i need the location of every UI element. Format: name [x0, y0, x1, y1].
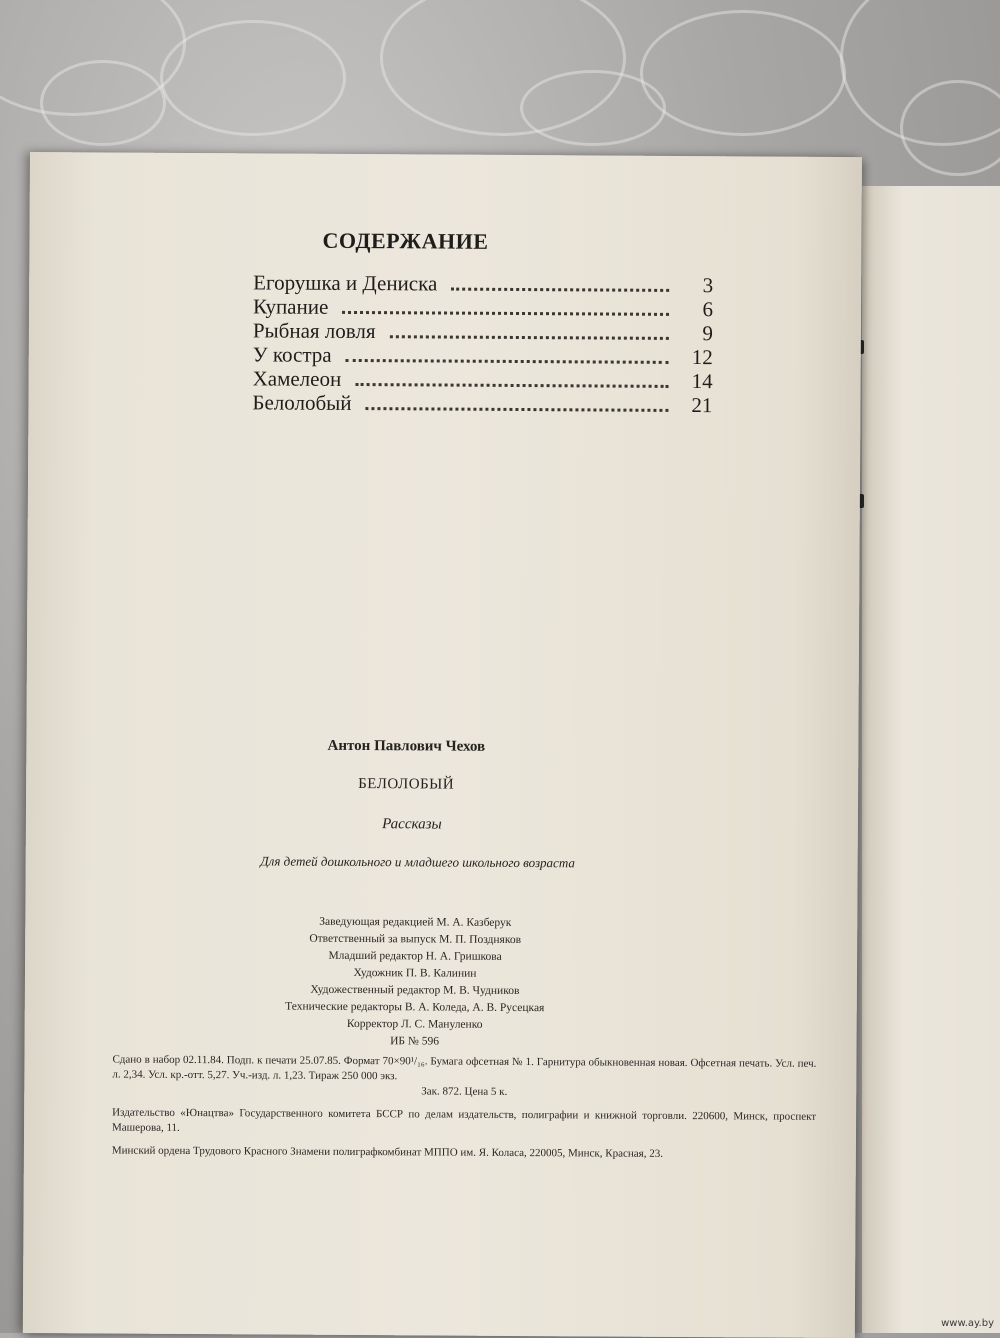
- toc-item: [252, 391, 712, 418]
- credits-block: [0, 912, 831, 1053]
- toc-item-title: Егорушка и Дениска: [253, 270, 438, 296]
- table-of-contents: [252, 271, 713, 418]
- toc-leader-dots: [451, 288, 669, 292]
- toc-leader-dots: [355, 383, 668, 388]
- imprint-block: [112, 1053, 817, 1171]
- book-title: БЕЛОЛОБЫЙ: [358, 776, 455, 793]
- toc-item-title: Хамелеон: [252, 366, 342, 391]
- credit-line: Заведующая редакцией М. А. Казберук: [319, 915, 512, 929]
- toc-item-page: 6: [702, 297, 714, 322]
- toc-item-page: 14: [691, 369, 713, 394]
- facing-page: [862, 186, 1000, 1333]
- toc-leader-dots: [390, 335, 669, 340]
- toc-leader-dots: [366, 407, 669, 412]
- toc-item-page: 9: [702, 321, 713, 346]
- imprint-print-line: Сдано в набор 02.11.84. Подп. к печати 25.07.85. Формат 70×90¹/₁₆. Бумага офсетная № 1. Гарнитура обыкновенная новая. Офсетная печать. Усл. печ. л. 2,34. Усл. кр.-отт. 5,27. Уч.-изд. л. 1,23. Тираж 250 000 экз.: [112, 1053, 817, 1083]
- imprint-printer: Минский ордена Трудового Красного Знамени полиграфкомбинат МППО им. Я. Коласа, 220005, Минск, Красная, 23.: [111, 1144, 664, 1160]
- toc-leader-dots: [342, 311, 669, 316]
- credit-line: ИБ № 596: [390, 1035, 440, 1048]
- credit-line: Художественный редактор М. В. Чудников: [310, 983, 520, 998]
- watermark: www.ay.by: [941, 1318, 994, 1329]
- toc-item-page: 21: [691, 393, 713, 418]
- toc-item-title: Купание: [252, 294, 329, 319]
- book-page: [23, 152, 862, 1338]
- author-name: Антон Павлович Чехов: [327, 737, 486, 755]
- toc-item-page: 3: [702, 273, 714, 298]
- toc-leader-dots: [346, 359, 669, 364]
- toc-title: СОДЕРЖАНИЕ: [322, 227, 489, 254]
- credit-line: Технические редакторы В. А. Коледа, А. В. Русецкая: [285, 1000, 545, 1015]
- toc-item-title: Белолобый: [252, 390, 352, 415]
- toc-item-title: У костра: [252, 342, 332, 367]
- imprint-print-details: [112, 1053, 816, 1102]
- credit-line: Младший редактор Н. А. Гришкова: [328, 949, 502, 963]
- toc-item-title: Рыбная ловля: [252, 318, 376, 344]
- book-genre: Рассказы: [382, 816, 442, 833]
- imprint-publisher: Издательство «Юнацтва» Государственного комитета БССР по делам издательств, полиграфии и книжной торговли. 220600, Минск, проспект Машерова, 11.: [112, 1106, 817, 1134]
- toc-item-page: 12: [691, 345, 713, 370]
- imprint-order-line: Зак. 872. Цена 5 к.: [421, 1085, 508, 1098]
- credit-line: Ответственный за выпуск М. П. Поздняков: [309, 932, 522, 947]
- book-audience: Для детей дошкольного и младшего школьного возраста: [260, 853, 575, 871]
- credit-line: Корректор Л. С. Мануленко: [346, 1017, 483, 1031]
- credit-line: Художник П. В. Калинин: [353, 966, 477, 980]
